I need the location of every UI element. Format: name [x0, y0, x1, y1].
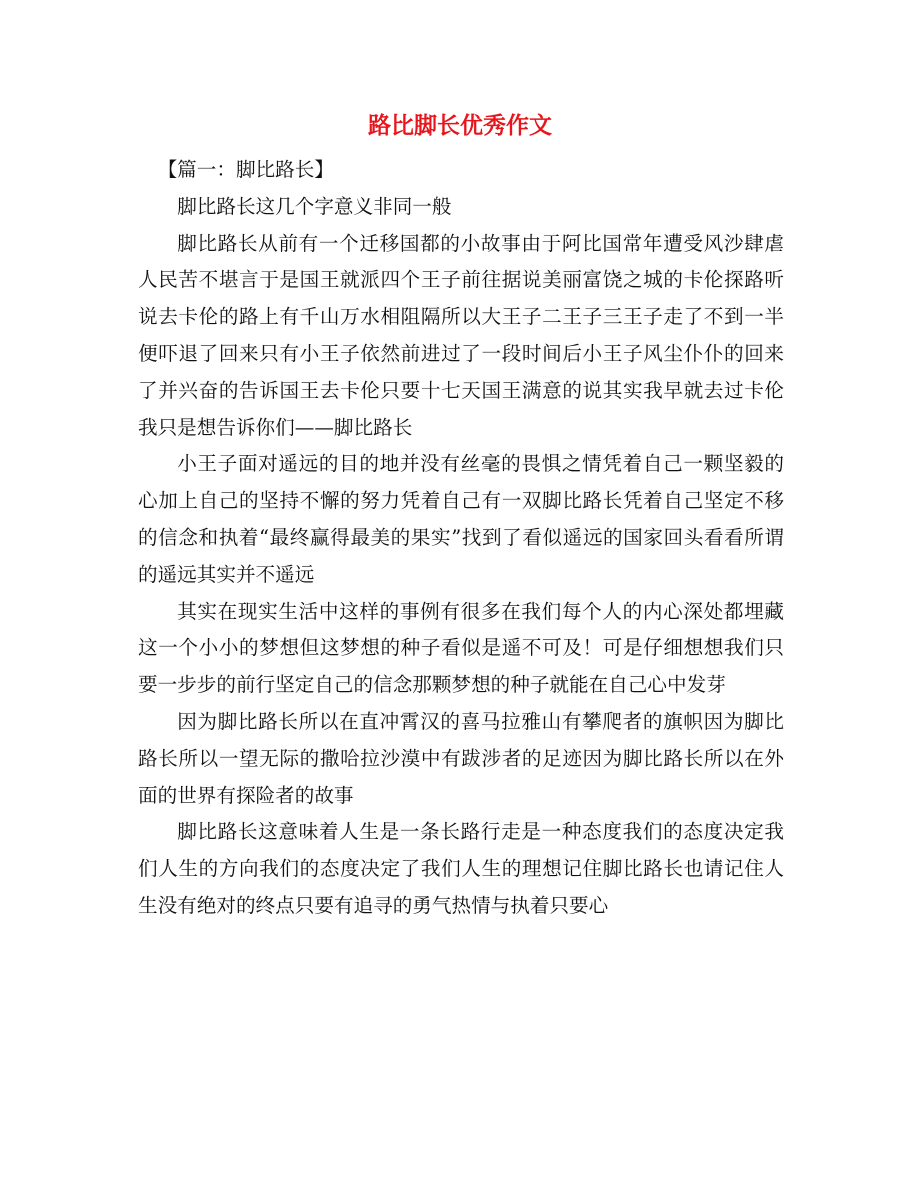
paragraph-6: 脚比路长这意味着人生是一条长路行走是一种态度我们的态度决定我们人生的方向我们的态度决定了我们人生的理想记住脚比路长也请记住人生没有绝对的终点只要有追寻的勇气热情与执着只要心	[138, 820, 784, 917]
paragraph-5: 因为脚比路长所以在直冲霄汉的喜马拉雅山有攀爬者的旗帜因为脚比路长所以一望无际的撒哈拉沙漠中有跋涉者的足迹因为脚比路长所以在外面的世界有探险者的故事	[138, 709, 784, 807]
section-heading: 【篇一：脚比路长】	[157, 158, 334, 181]
paragraph-3: 小王子面对遥远的目的地并没有丝毫的畏惧之情凭着自己一颗坚毅的心加上自己的坚持不懈的努力凭着自己有一双脚比路长凭着自己坚定不移的信念和执着“最终赢得最美的果实”找到了看似遥远的国家回头看看所谓的遥远其实并不遥远	[138, 452, 784, 586]
paragraph-1: 脚比路长这几个字意义非同一般	[177, 194, 452, 218]
document-title: 路比脚长优秀作文	[368, 112, 552, 139]
document-body	[138, 152, 784, 925]
paragraph-4: 其实在现实生活中这样的事例有很多在我们每个人的内心深处都埋藏这一个小小的梦想但这梦想的种子看似是遥不可及！可是仔细想想我们只要一步步的前行坚定自己的信念那颗梦想的种子就能在自己心中发芽	[138, 599, 784, 697]
paragraph-2: 脚比路长从前有一个迁移国都的小故事由于阿比国常年遭受风沙肆虐人民苦不堪言于是国王就派四个王子前往据说美丽富饶之城的卡伦探路听说去卡伦的路上有千山万水相阻隔所以大王子二王子三王子走了不到一半便吓退了回来只有小王子依然前进过了一段时间后小王子风尘仆仆的回来了并兴奋的告诉国王去卡伦只要十七天国王满意的说其实我早就去过卡伦我只是想告诉你们——脚比路长	[138, 231, 784, 439]
